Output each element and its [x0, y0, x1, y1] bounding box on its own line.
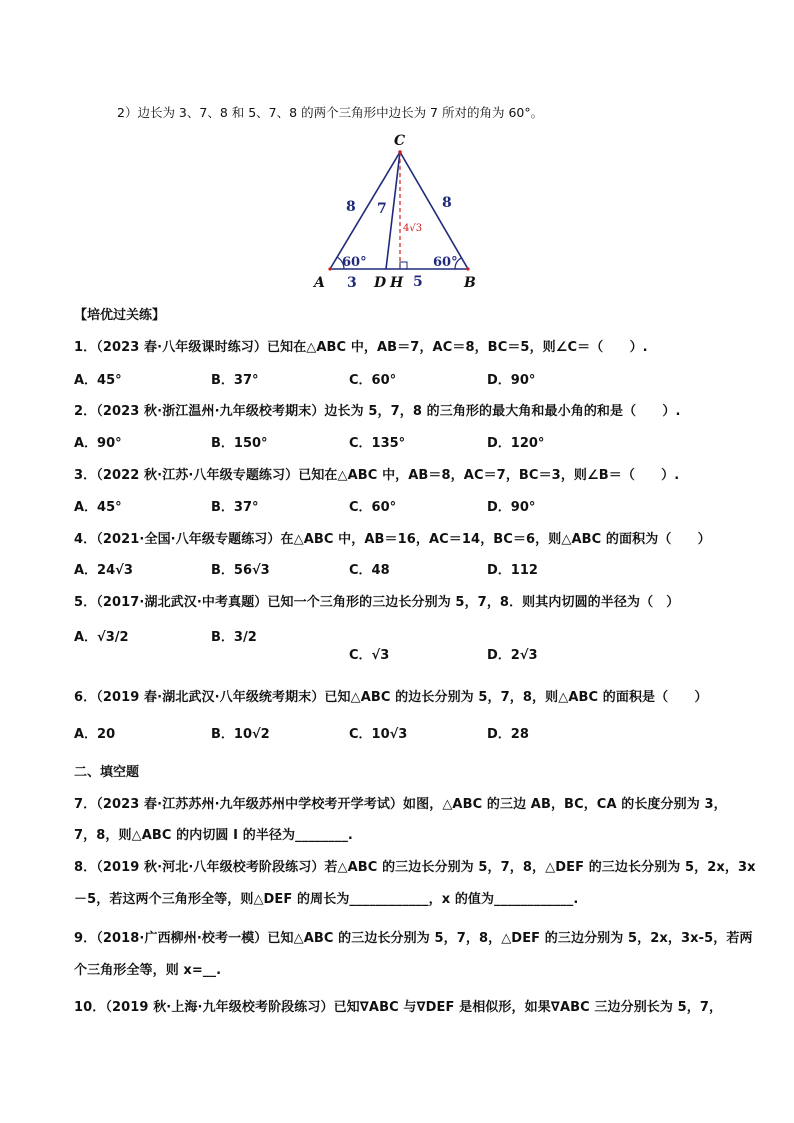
question-6-option-b[interactable]: B．10√2	[211, 727, 270, 742]
label-h: H	[390, 275, 404, 291]
question-5-stem: 5．（2017·湖北武汉·中考真题）已知一个三角形的三边长分别为 5，7，8．则其内切圆的半径为（ ）	[74, 595, 680, 610]
question-1-option-d[interactable]: D．90°	[487, 373, 536, 388]
question-2-option-a[interactable]: A．90°	[74, 436, 122, 451]
label-c: C	[394, 133, 406, 149]
triangle-svg	[300, 130, 500, 292]
question-1-option-c[interactable]: C．60°	[349, 373, 397, 388]
question-4-option-c[interactable]: C．48	[349, 563, 390, 578]
question-4-stem: 4．（2021·全国·八年级专题练习）在△ABC 中，AB＝16，AC＝14，BC＝6，则△ABC 的面积为（ ）	[74, 532, 711, 547]
label-height: 4√3	[403, 223, 423, 234]
question-3-option-d[interactable]: D．90°	[487, 500, 536, 515]
question-4-option-d[interactable]: D．112	[487, 563, 538, 578]
question-6-option-c[interactable]: C．10√3	[349, 727, 408, 742]
question-5-option-a[interactable]: A．√3/2	[74, 630, 129, 645]
question-6-option-a[interactable]: A．20	[74, 727, 116, 742]
section-heading-practice: 【培优过关练】	[74, 308, 166, 323]
question-1-stem: 1．（2023 春·八年级课时练习）已知在△ABC 中，AB＝7，AC＝8，BC＝5，则∠C＝（ ）.	[74, 340, 648, 355]
label-angle-a: 60°	[342, 255, 367, 270]
question-8-line-1: 8．（2019 秋·河北·八年级校考阶段练习）若△ABC 的三边长分别为 5，7，8，△DEF 的三边长分别为 5，2x，3x	[74, 860, 756, 875]
question-3-option-b[interactable]: B．37°	[211, 500, 259, 515]
question-5-option-c[interactable]: C．√3	[349, 648, 390, 663]
question-10-line-1: 10．（2019 秋·上海·九年级校考阶段练习）已知∇ABC 与∇DEF 是相似形，如果∇ABC 三边分别长为 5，7，	[74, 1000, 723, 1015]
section-heading-fill-in: 二、填空题	[74, 765, 140, 780]
side-cb	[400, 152, 468, 269]
intro-text: 2）边长为 3、7、8 和 5、7、8 的两个三角形中边长为 7 所对的角为 60°。	[117, 105, 544, 120]
point-c	[398, 150, 402, 154]
question-2-stem: 2．（2023 秋·浙江温州·九年级校考期末）边长为 5，7，8 的三角形的最大角和最小角的和是（ ）.	[74, 404, 681, 419]
question-3-option-c[interactable]: C．60°	[349, 500, 397, 515]
label-side-ad: 3	[347, 275, 357, 291]
triangle-figure	[300, 130, 500, 292]
label-side-cb: 8	[442, 195, 452, 211]
point-a	[328, 267, 331, 270]
segment-cd	[386, 152, 400, 269]
side-ac	[330, 152, 400, 269]
question-8-line-2: －5，若这两个三角形全等，则△DEF 的周长为____________，x 的值为____________.	[74, 892, 579, 907]
question-9-line-1: 9．（2018·广西柳州·校考一模）已知△ABC 的三边长分别为 5，7，8，△DEF 的三边分别为 5，2x，3x-5，若两	[74, 931, 753, 946]
label-b: B	[464, 275, 476, 291]
right-angle-mark	[400, 262, 407, 269]
question-1-option-b[interactable]: B．37°	[211, 373, 259, 388]
question-4-option-a[interactable]: A．24√3	[74, 563, 133, 578]
label-side-cd: 7	[377, 201, 387, 217]
point-b	[466, 267, 469, 270]
question-6-stem: 6．（2019 春·湖北武汉·八年级统考期末）已知△ABC 的边长分别为 5，7，8，则△ABC 的面积是（ ）	[74, 690, 708, 705]
question-2-option-d[interactable]: D．120°	[487, 436, 545, 451]
label-angle-b: 60°	[433, 255, 458, 270]
question-1-option-a[interactable]: A．45°	[74, 373, 122, 388]
question-6-option-d[interactable]: D．28	[487, 727, 529, 742]
question-3-option-a[interactable]: A．45°	[74, 500, 122, 515]
question-5-option-d[interactable]: D．2√3	[487, 648, 538, 663]
label-side-ac: 8	[346, 199, 356, 215]
label-a: A	[314, 275, 325, 291]
label-d: D	[374, 275, 387, 291]
question-5-option-b[interactable]: B．3/2	[211, 630, 257, 645]
label-side-hb: 5	[413, 274, 423, 290]
question-3-stem: 3．（2022 秋·江苏·八年级专题练习）已知在△ABC 中，AB＝8，AC＝7，BC＝3，则∠B＝（ ）.	[74, 468, 680, 483]
question-7-line-2: 7，8，则△ABC 的内切圆 I 的半径为________.	[74, 828, 353, 843]
question-9-line-2: 个三角形全等，则 x=__.	[74, 963, 222, 978]
question-7-line-1: 7．（2023 春·江苏苏州·九年级苏州中学校考开学考试）如图，△ABC 的三边 AB，BC，CA 的长度分别为 3，	[74, 797, 727, 812]
question-4-option-b[interactable]: B．56√3	[211, 563, 270, 578]
question-2-option-c[interactable]: C．135°	[349, 436, 406, 451]
question-2-option-b[interactable]: B．150°	[211, 436, 268, 451]
